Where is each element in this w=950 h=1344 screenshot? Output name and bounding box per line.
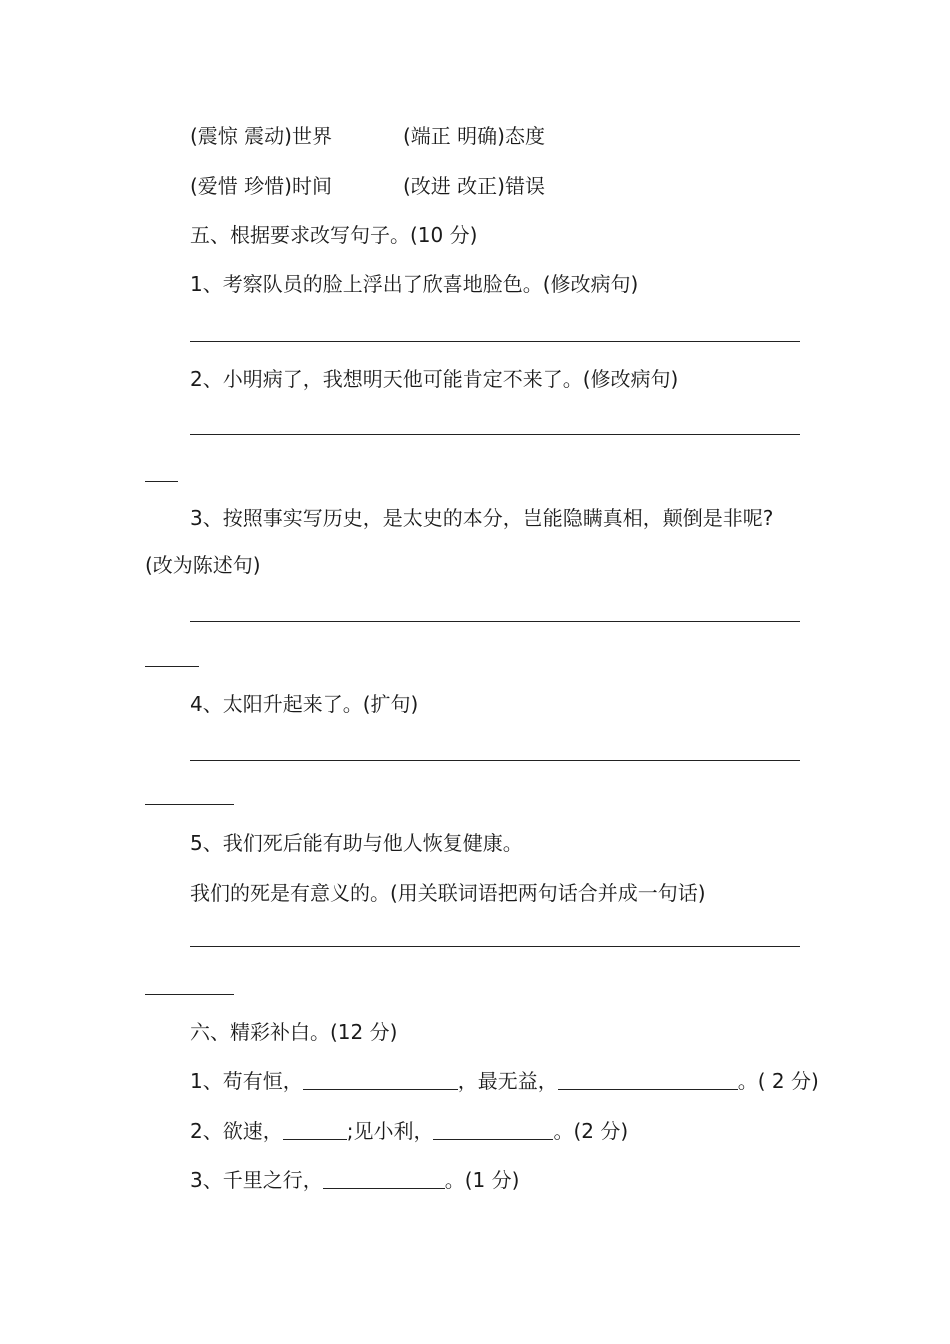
question-5-2: 2、小明病了，我想明天他可能肯定不来了。(修改病句) [190,367,679,391]
question-5-1: 1、考察队员的脸上浮出了欣喜地脸色。(修改病句) [190,272,639,296]
answer-line[interactable] [190,946,800,947]
word-pair-1: (震惊 震动)世界 [190,124,332,148]
answer-line[interactable] [190,621,800,622]
question-5-3: 3、按照事实写历史，是太史的本分，岂能隐瞒真相，颠倒是非呢? [190,506,774,530]
question-6-3-part-b: 。(1 分) [444,1168,520,1192]
fill-blank[interactable] [323,1168,445,1189]
question-6-1-part-b: ，最无益， [457,1069,558,1093]
answer-line[interactable] [190,760,800,761]
question-5-5-instruction: 我们的死是有意义的。(用关联词语把两句话合并成一句话) [190,881,706,905]
fill-blank[interactable] [558,1069,738,1090]
question-6-3-part-a: 3、千里之行， [190,1168,323,1192]
question-5-3-instruction: (改为陈述句) [145,553,261,577]
word-pair-4: (改进 改正)错误 [403,174,545,198]
fill-blank[interactable] [433,1119,553,1140]
fill-blank[interactable] [283,1119,347,1140]
question-6-1-part-a: 1、苟有恒， [190,1069,303,1093]
section-5-heading: 五、根据要求改写句子。(10 分) [190,223,478,247]
answer-line-continuation[interactable] [145,666,199,667]
answer-line[interactable] [190,341,800,342]
section-6-heading: 六、精彩补白。(12 分) [190,1020,398,1044]
question-6-2-part-a: 2、欲速， [190,1119,283,1143]
question-5-5: 5、我们死后能有助与他人恢复健康。 [190,831,523,855]
question-6-1 [190,1068,819,1094]
word-pair-2: (端正 明确)态度 [403,124,545,148]
question-6-2 [190,1118,628,1144]
question-6-2-part-c: 。(2 分) [553,1119,629,1143]
answer-line-continuation[interactable] [145,481,178,482]
answer-line[interactable] [190,434,800,435]
question-6-2-part-b: ;见小利， [346,1119,434,1143]
question-6-3 [190,1167,519,1193]
word-pair-3: (爱惜 珍惜)时间 [190,174,332,198]
fill-blank[interactable] [303,1069,458,1090]
question-5-4: 4、太阳升起来了。(扩句) [190,692,419,716]
answer-line-continuation[interactable] [145,994,234,995]
question-6-1-part-c: 。( 2 分) [737,1069,819,1093]
answer-line-continuation[interactable] [145,804,234,805]
